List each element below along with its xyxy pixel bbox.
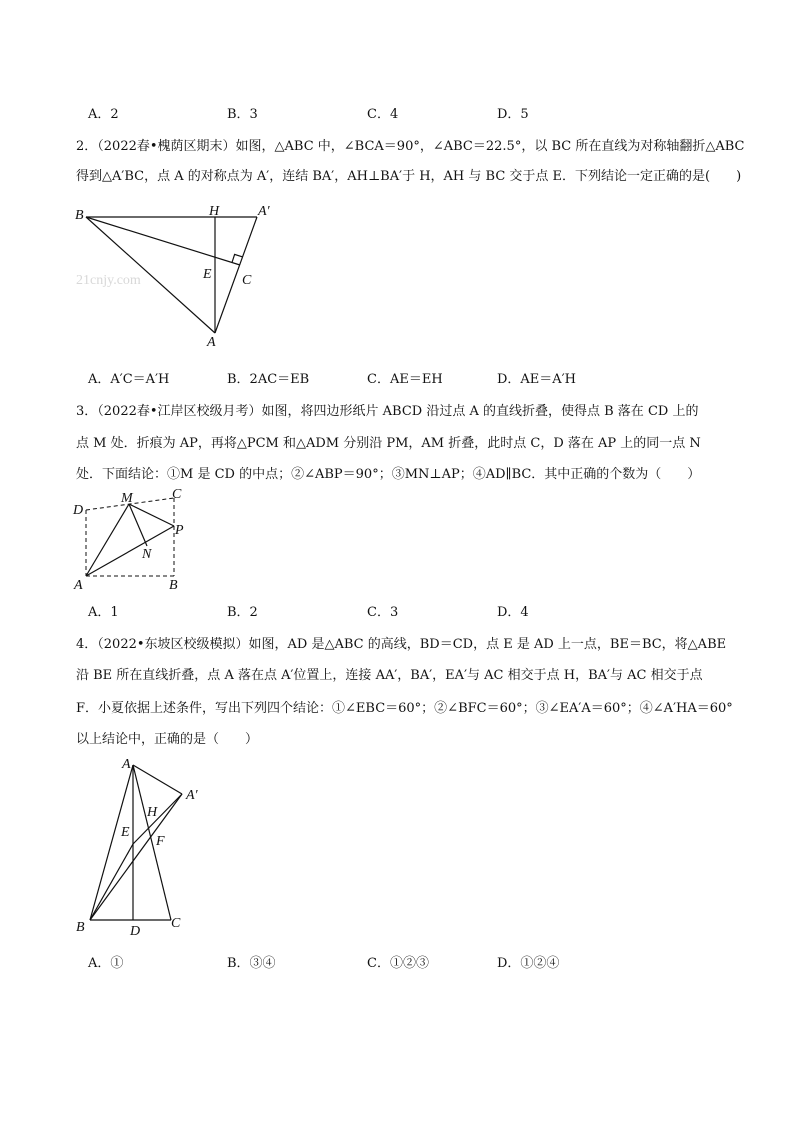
q4-stem-line2: 沿 BE 所在直线折叠，点 A 落在点 A′位置上，连接 AA′，BA′，EA′与 AC 相交于点 H，BA′与 AC 相交于点 [76, 668, 703, 683]
q3-label-m: M [121, 491, 133, 506]
q3-option-c: C．3 [367, 605, 399, 620]
q4-stem-line3: F．小夏依据上述条件，写出下列四个结论：①∠EBC＝60°；②∠BFC＝60°；③∠EA′A＝60°；④∠A′HA＝60° [76, 701, 733, 716]
q3-segment-mp [129, 504, 174, 526]
q4-label-c: C [171, 916, 181, 931]
q2-label-a-prime: A′ [258, 204, 270, 219]
q1-option-d: D．5 [497, 107, 529, 122]
q2-option-a: A．A′C＝A′H [88, 372, 170, 387]
q3-stem-line1: 3．（2022春•江岸区校级月考）如图，将四边形纸片 ABCD 沿过点 A 的直线折叠，使得点 B 落在 CD 上的 [76, 404, 699, 419]
q4-label-e: E [121, 825, 130, 840]
q2-label-a: A [207, 335, 216, 350]
q4-label-b: B [76, 920, 85, 935]
q2-label-c: C [242, 273, 252, 288]
q2-figure [70, 198, 280, 350]
q1-option-c: C．4 [367, 107, 399, 122]
q4-segment-aa-prime [133, 765, 182, 794]
q4-figure [70, 755, 220, 940]
q2-watermark: 21cnjy.com [76, 273, 141, 288]
q3-segment-am [86, 504, 129, 576]
q2-option-d: D．AE＝A′H [497, 372, 576, 387]
q4-label-h: H [147, 805, 158, 820]
q2-stem-line2: 得到△A′BC，点 A 的对称点为 A′，连结 BA′，AH⊥BA′于 H，AH 与 BC 交于点 E．下列结论一定正确的是( ) [76, 169, 742, 184]
q4-segment-be [90, 844, 133, 920]
q4-option-b: B．③④ [227, 956, 276, 971]
q2-label-e: E [203, 267, 212, 282]
q3-option-a: A．1 [88, 605, 119, 620]
q4-label-d: D [130, 924, 141, 939]
q4-option-a: A．① [88, 956, 124, 971]
q4-stem-line1: 4．（2022•东坡区校级模拟）如图，AD 是△ABC 的高线，BD＝CD，点 E 是 AD 上一点，BE＝BC，将△ABE [76, 637, 727, 652]
q4-stem-line4: 以上结论中，正确的是（ ） [76, 732, 259, 747]
q4-segment-ac [133, 765, 171, 920]
q1-option-a: A．2 [88, 107, 119, 122]
q2-option-c: C．AE＝EH [367, 372, 443, 387]
q3-segment-mn [129, 504, 147, 546]
q3-label-n: N [142, 547, 152, 562]
q3-segment-ap [86, 526, 174, 576]
q4-segment-ab [90, 765, 133, 920]
q3-figure [68, 488, 193, 594]
q2-label-h: H [209, 204, 220, 219]
q3-label-d: D [73, 503, 84, 518]
q4-segment-ba-prime [90, 794, 182, 920]
q4-label-a: A [122, 757, 131, 772]
q3-option-d: D．4 [497, 605, 529, 620]
q3-label-b: B [169, 578, 178, 593]
q3-label-c: C [172, 488, 182, 502]
q3-stem-line2: 点 M 处．折痕为 AP，再将△PCM 和△ADM 分别沿 PM，AM 折叠，此时点 C，D 落在 AP 上的同一点 N [76, 436, 701, 451]
q4-label-a-prime: A′ [186, 788, 198, 803]
q2-segment-bc [86, 217, 240, 265]
q2-label-b: B [75, 208, 84, 223]
q3-label-p: P [175, 523, 184, 538]
q1-option-b: B．3 [227, 107, 258, 122]
q4-label-f: F [156, 834, 165, 849]
q3-label-a: A [74, 578, 83, 593]
q4-option-c: C．①②③ [367, 956, 429, 971]
q2-stem-line1: 2．（2022春•槐荫区期末）如图，△ABC 中，∠BCA＝90°，∠ABC＝22.5°，以 BC 所在直线为对称轴翻折△ABC [76, 139, 745, 154]
q3-stem-line3: 处．下面结论：①M 是 CD 的中点；②∠ABP＝90°；③MN⊥AP；④AD∥BC．其中正确的个数为（ ） [76, 467, 701, 482]
q4-option-d: D．①②④ [497, 956, 560, 971]
q3-option-b: B．2 [227, 605, 258, 620]
q2-option-b: B．2AC＝EB [227, 372, 310, 387]
